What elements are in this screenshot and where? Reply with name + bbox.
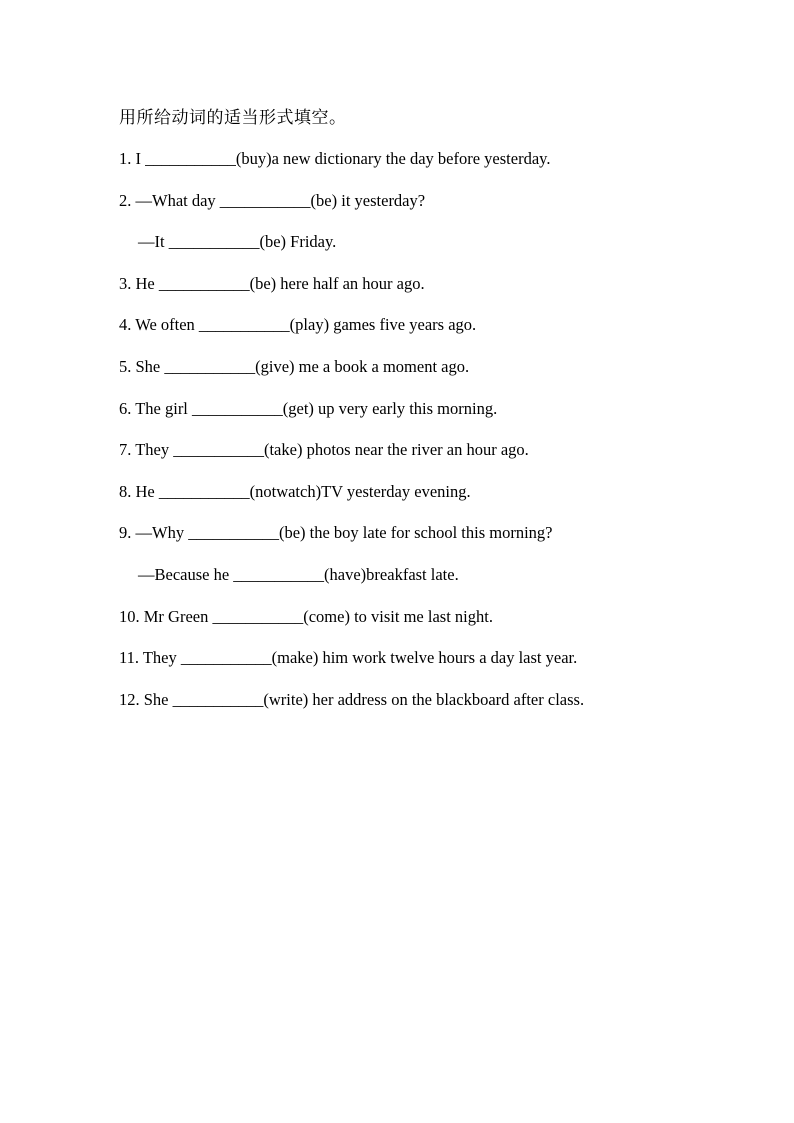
exercise-item-8: 8. He ___________(notwatch)TV yesterday evening. — [119, 481, 471, 501]
exercise-item-2-question: 2. —What day ___________(be) it yesterday? — [119, 190, 426, 210]
exercise-item-4: 4. We often ___________(play) games five years ago. — [119, 315, 477, 335]
exercise-item-10: 10. Mr Green ___________(come) to visit me last night. — [119, 606, 493, 626]
exercise-item-7: 7. They ___________(take) photos near the river an hour ago. — [119, 440, 529, 460]
exercise-item-6: 6. The girl ___________(get) up very early this morning. — [119, 398, 498, 418]
instruction-heading: 用所给动词的适当形式填空。 — [119, 108, 347, 128]
exercise-item-2-answer: —It ___________(be) Friday. — [138, 232, 337, 252]
exercise-item-1: 1. I ___________(buy)a new dictionary the day before yesterday. — [119, 149, 551, 168]
exercise-item-12: 12. She ___________(write) her address on the blackboard after class. — [119, 689, 585, 709]
exercise-item-9-question: 9. —Why ___________(be) the boy late for school this morning? — [119, 523, 553, 543]
exercise-item-3: 3. He ___________(be) here half an hour ago. — [119, 273, 425, 293]
exercise-item-11: 11. They ___________(make) him work twelve hours a day last year. — [119, 648, 578, 668]
exercise-item-5: 5. She ___________(give) me a book a moment ago. — [119, 356, 470, 376]
exercise-content — [119, 106, 719, 729]
exercise-item-9-answer: —Because he ___________(have)breakfast late. — [138, 564, 459, 584]
